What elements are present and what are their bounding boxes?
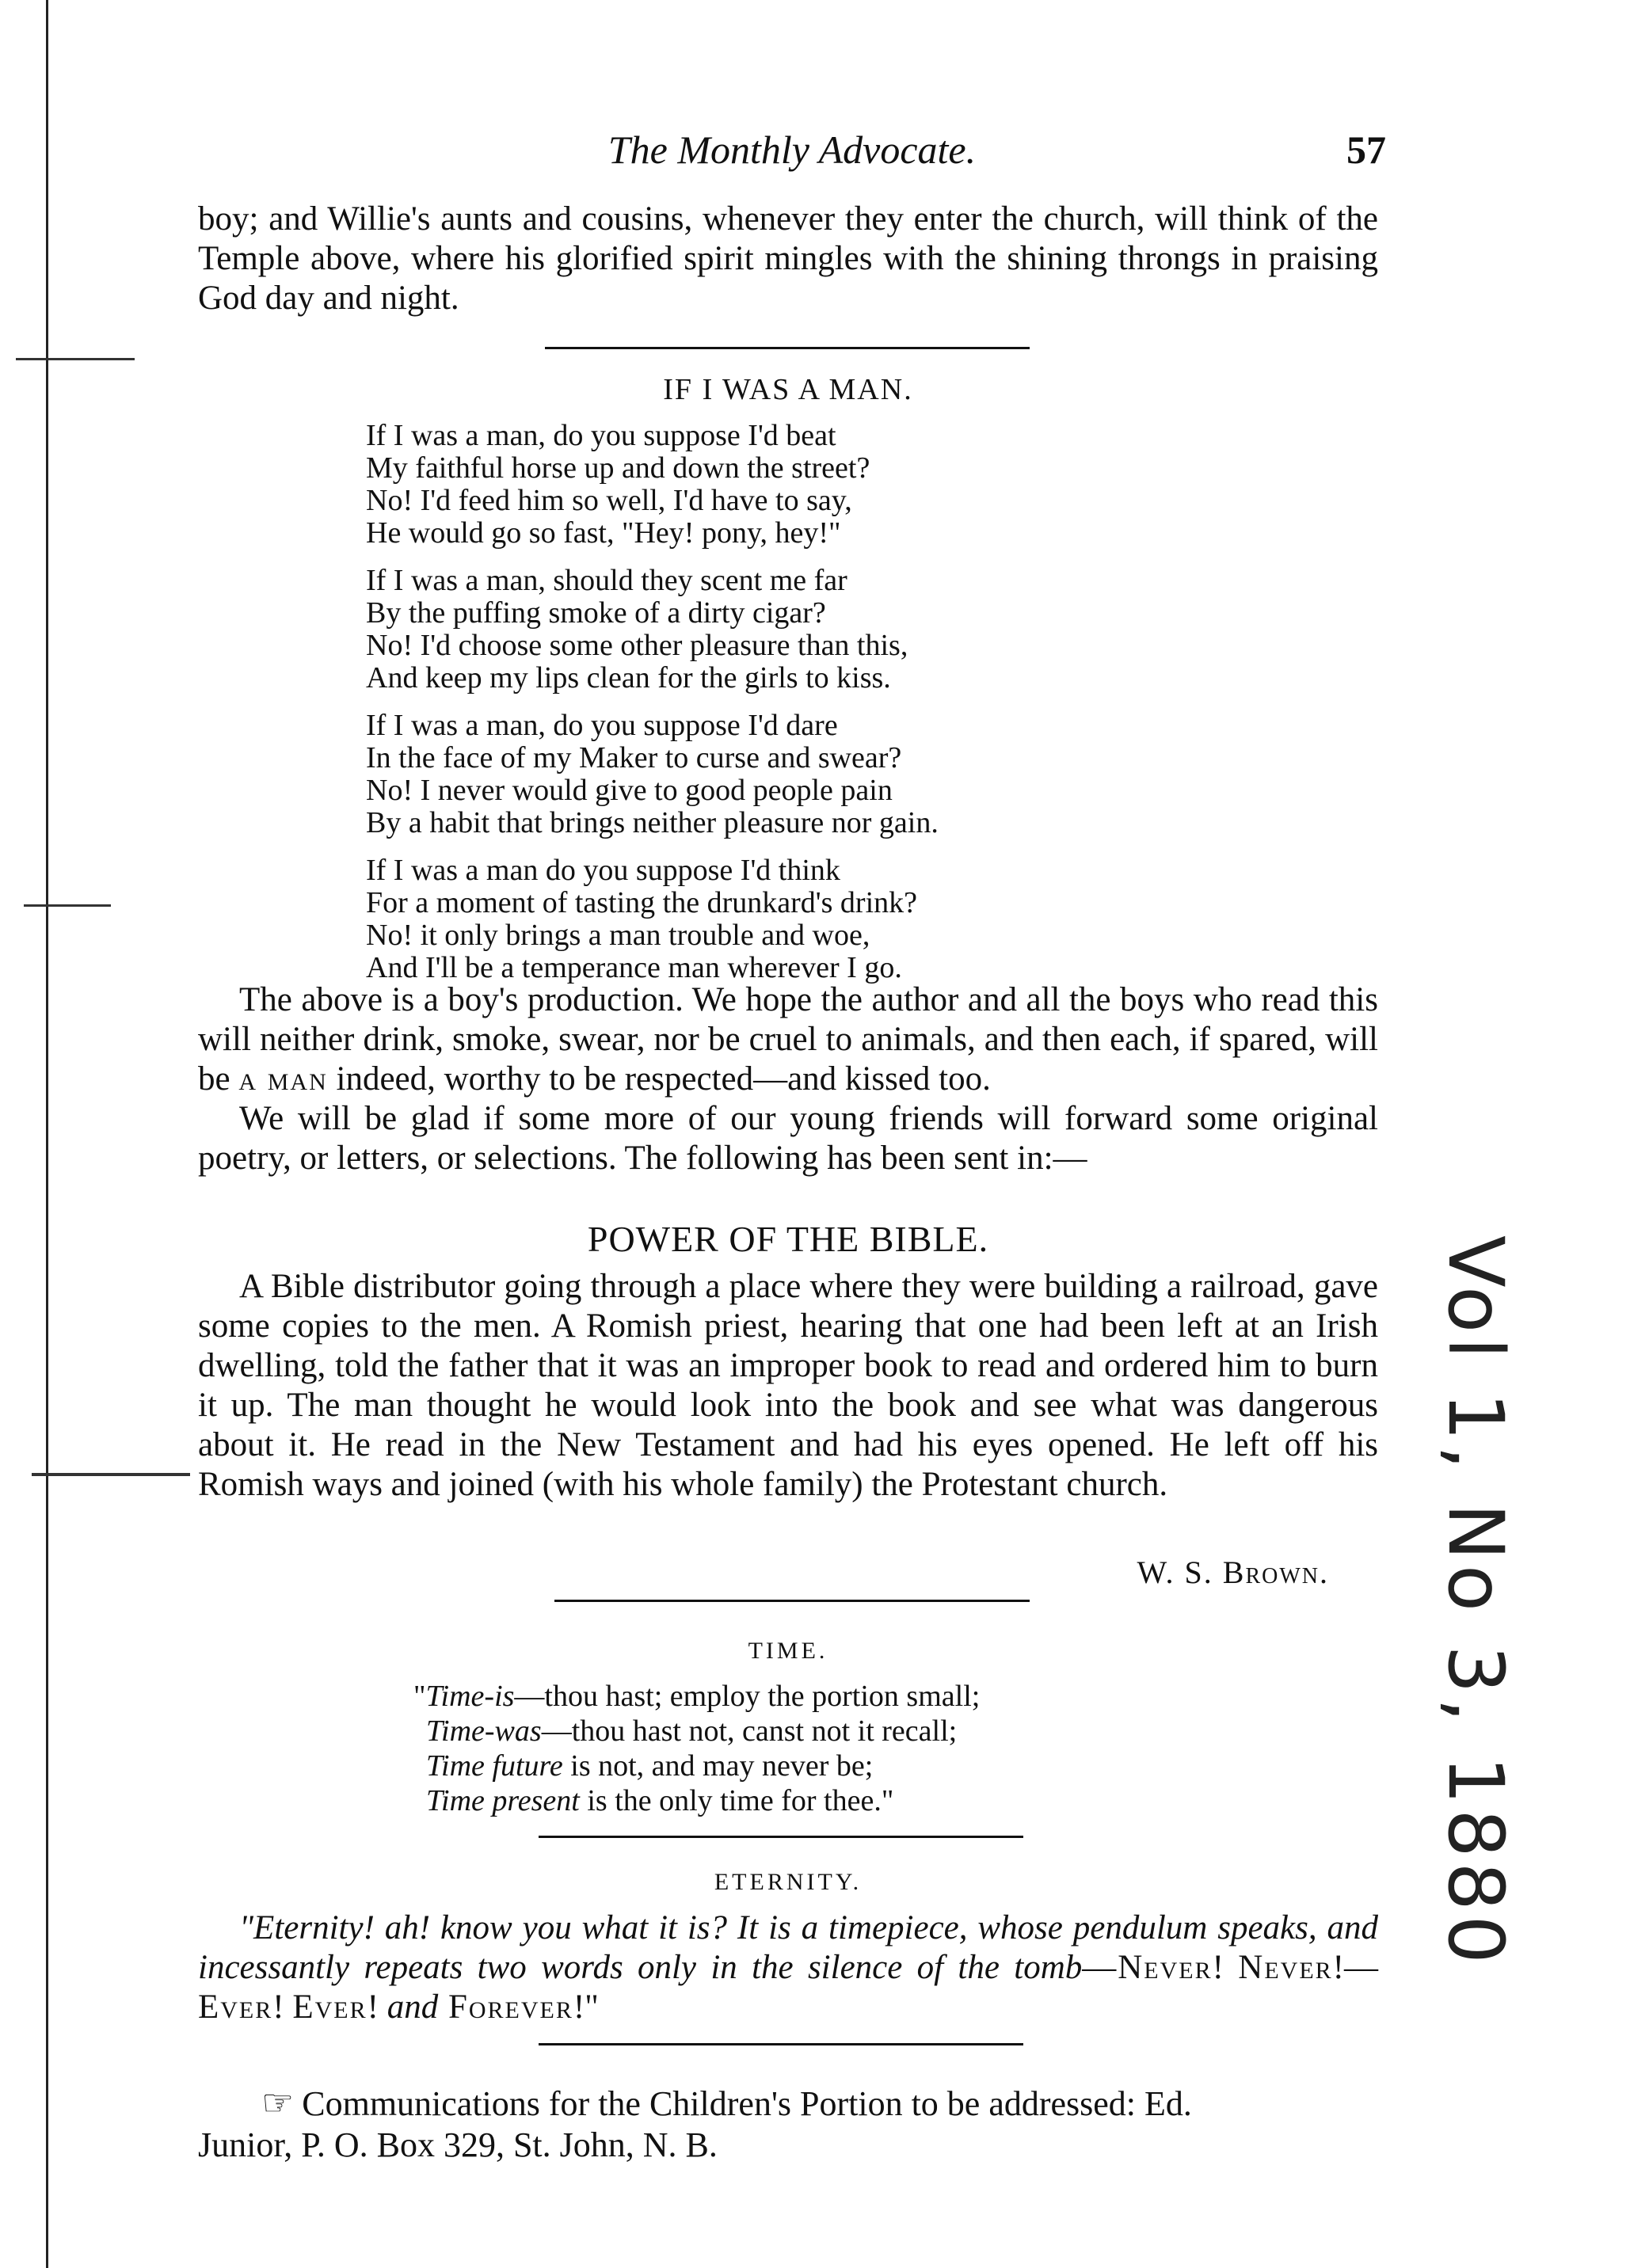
eternity-section	[198, 1908, 1378, 2027]
poem-title: IF I WAS A MAN.	[663, 373, 913, 406]
time-line: Time present is the only time for thee."	[426, 1784, 894, 1817]
poem-line: My faithful horse up and down the street?	[366, 451, 870, 485]
footer-line: Junior, P. O. Box 329, St. John, N. B.	[198, 2125, 718, 2164]
bible-title: POWER OF THE BIBLE.	[587, 1219, 989, 1259]
handwritten-note: Vol 1, No 3, 1880	[1431, 1235, 1520, 1969]
page-header	[198, 127, 1386, 182]
time-line: "Time-is—thou hast; employ the portion small;	[413, 1680, 981, 1713]
section-divider	[539, 1836, 1023, 1838]
bible-section	[198, 1267, 1378, 1505]
eternity-text: "Eternity! ah! know you what it is? It is a timepiece, whose pendulum speaks, and incessantly repeats two words only in the silence of the tomb—Never! Never!—Ever! Ever! and Forever!"	[198, 1909, 1378, 2026]
time-verse	[413, 1679, 980, 1818]
comment-paragraph: We will be glad if some more of our young friends will forward some original poetry, or letters, or selections. The following has been sent in:—	[198, 1100, 1378, 1177]
poem-line: By a habit that brings neither pleasure nor gain.	[366, 806, 939, 839]
section-divider	[545, 347, 1030, 349]
margin-mark	[16, 358, 135, 360]
poem-stanza	[366, 854, 939, 984]
poem-line: If I was a man, should they scent me far	[366, 564, 847, 597]
section-divider	[539, 2043, 1023, 2045]
emphasis-text: a man	[238, 1060, 328, 1098]
poem-body	[366, 420, 939, 999]
margin-mark	[24, 904, 111, 907]
poem-stanza	[366, 565, 939, 694]
poem-line: No! it only brings a man trouble and woe,	[366, 919, 870, 952]
intro-text: boy; and Willie's aunts and cousins, whenever they enter the church, will think of the Temple above, where his glorified spirit mingles with the shining throngs in praising God day and night.	[198, 200, 1378, 317]
bible-text: A Bible distributor going through a place where they were building a railroad, gave some copies to the men. A Romish priest, hearing that one had been left at an Irish dwelling, told the father that it was an improper book to read and ordered him to burn it up. The man thought he would look into the book and see what was dangerous about it. He read in the New Testament and had his eyes opened. He left off his Romish ways and joined (with his whole family) the Protestant church.	[198, 1268, 1378, 1503]
poem-line: And I'll be a temperance man wherever I go.	[366, 951, 902, 984]
section-divider	[554, 1600, 1030, 1602]
running-title: The Monthly Advocate.	[607, 127, 977, 172]
comment-section	[198, 980, 1378, 1178]
poem-line: No! I'd feed him so well, I'd have to say,	[366, 484, 852, 517]
poem-line: No! I'd choose some other pleasure than this,	[366, 629, 908, 662]
margin-mark	[32, 1473, 190, 1476]
time-line: Time future is not, and may never be;	[426, 1749, 874, 1783]
eternity-title: ETERNITY.	[714, 1869, 863, 1895]
footer-notice	[198, 2083, 1378, 2166]
signature: W. S. Brown.	[1137, 1554, 1329, 1590]
poem-line: If I was a man, do you suppose I'd beat	[366, 419, 836, 452]
time-title: TIME.	[748, 1638, 828, 1664]
comment-text: indeed, worthy to be respected—and kissed too.	[327, 1060, 991, 1098]
binding-margin-line	[46, 0, 48, 2268]
time-line: Time-was—thou hast not, canst not it recall;	[426, 1714, 958, 1748]
comment-paragraph	[198, 980, 1378, 1099]
footer-line: ☞ Communications for the Children's Portion to be addressed: Ed.	[198, 2083, 1378, 2125]
poem-line: For a moment of tasting the drunkard's drink?	[366, 886, 917, 919]
poem-line: If I was a man, do you suppose I'd dare	[366, 709, 838, 742]
poem-line: In the face of my Maker to curse and swear?	[366, 741, 902, 774]
poem-line: No! I never would give to good people pain	[366, 774, 893, 807]
poem-line: By the puffing smoke of a dirty cigar?	[366, 596, 826, 630]
comment-text: The above is a boy's production. We hope the author and all the boys who read this will neither drink, smoke, swear, nor be cruel to animals, and then each, if spared, will be	[198, 981, 1378, 1098]
poem-line: He would go so fast, "Hey! pony, hey!"	[366, 516, 841, 550]
poem-stanza	[366, 710, 939, 839]
pointing-hand-icon: ☞	[261, 2083, 295, 2123]
page-number: 57	[1346, 127, 1386, 172]
poem-line: And keep my lips clean for the girls to kiss.	[366, 661, 891, 694]
intro-paragraph	[198, 200, 1378, 318]
poem-line: If I was a man do you suppose I'd think	[366, 854, 840, 887]
poem-stanza	[366, 420, 939, 550]
